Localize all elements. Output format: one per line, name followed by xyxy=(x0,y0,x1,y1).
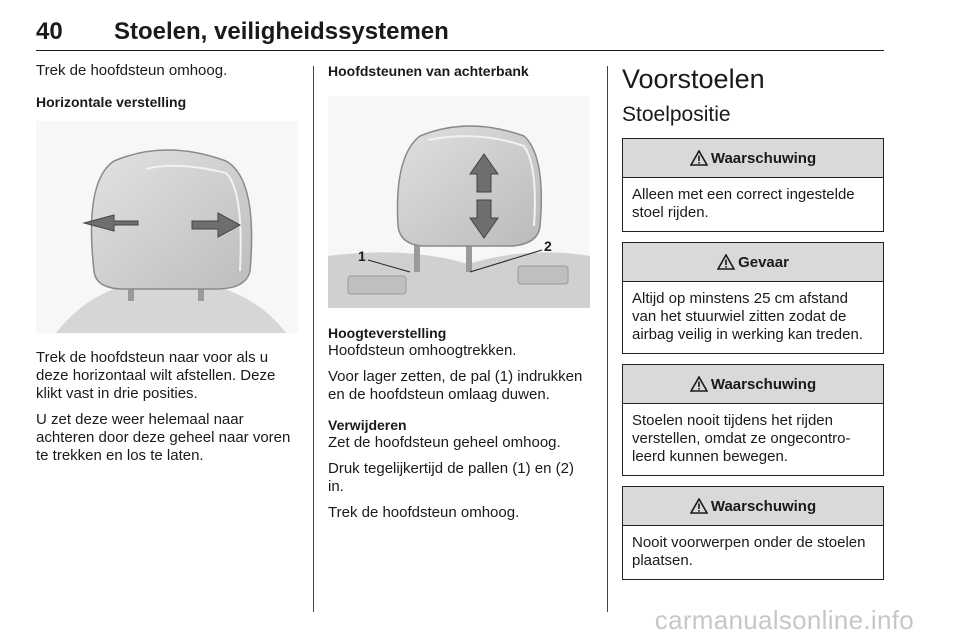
watermark: carmanualsonline.info xyxy=(654,605,914,635)
removal-text-1: Zet de hoofdsteun geheel omhoog. xyxy=(328,434,561,451)
column-horizontal-adjustment xyxy=(36,62,298,473)
danger-box-text: Altijd op minstens 25 cm afstand van het stuurwiel zitten zodat de airbag veilig in werking kan treden. xyxy=(632,290,863,343)
warning-box-text: Stoelen nooit tijdens het rijden verstellen, omdat ze ongecontroleerd kunnen bewegen. xyxy=(632,412,851,465)
callout-1: 1 xyxy=(358,248,366,264)
warning-box xyxy=(622,486,884,580)
warning-box-header xyxy=(623,487,883,526)
callout-2: 2 xyxy=(544,238,552,254)
warning-box xyxy=(622,138,884,232)
heading-removal: Verwijderen xyxy=(328,417,407,433)
warning-box xyxy=(622,364,884,476)
warning-triangle-icon xyxy=(690,498,708,514)
warning-box-header xyxy=(623,139,883,178)
warning-box-label: Waarschuwing xyxy=(710,149,817,167)
warning-box-label: Waarschuwing xyxy=(710,375,817,393)
height-adjust-text-1: Hoofdsteun omhoogtrekken. xyxy=(328,342,517,359)
page-header-title: Stoelen, veiligheidssystemen xyxy=(114,18,449,45)
warning-box-label: Waarschuwing xyxy=(710,497,817,515)
warning-triangle-icon xyxy=(690,150,708,166)
heading-horizontal-adjustment: Horizontale verstelling xyxy=(36,94,187,110)
heading-rear-headrests: Hoofdsteunen van achterbank xyxy=(328,63,529,79)
horizontal-adjust-text-1: Trek de hoofdsteun naar voor als u deze horizontaal wilt afstellen. Deze klikt vast in drie posities. xyxy=(36,349,276,402)
rear-headrest-illustration xyxy=(328,96,590,308)
danger-box-label: Gevaar xyxy=(738,253,789,271)
column-divider-2 xyxy=(607,66,608,612)
removal-text-3: Trek de hoofdsteun omhoog. xyxy=(328,504,520,521)
column-divider-1 xyxy=(313,66,314,612)
column-front-seats xyxy=(622,62,884,590)
warning-triangle-icon xyxy=(690,376,708,392)
warning-box-header xyxy=(623,365,883,404)
section-title-front-seats: Voorstoelen xyxy=(622,64,765,94)
warning-box-text: Alleen met een correct ingestelde stoel rijden. xyxy=(632,186,855,221)
headrest-horizontal-illustration xyxy=(36,121,298,333)
page-number: 40 xyxy=(36,18,63,45)
warning-box-text: Nooit voorwerpen onder de stoelen plaatsen. xyxy=(632,534,866,569)
heading-height-adjustment: Hoogteverstelling xyxy=(328,325,447,341)
height-adjust-text-2: Voor lager zetten, de pal (1) indrukken en de hoofdsteun omlaag duwen. xyxy=(328,368,583,403)
column-rear-headrests xyxy=(328,62,590,530)
subsection-title-seat-position: Stoelpositie xyxy=(622,103,731,126)
removal-text-2: Druk tegelijkertijd de pallen (1) en (2) in. xyxy=(328,460,574,495)
danger-box xyxy=(622,242,884,354)
danger-box-header xyxy=(623,243,883,282)
intro-text: Trek de hoofdsteun omhoog. xyxy=(36,62,228,79)
warning-triangle-icon xyxy=(717,254,735,270)
header-rule xyxy=(36,50,884,51)
horizontal-adjust-text-2: U zet deze weer helemaal naar achteren door deze geheel naar voren te trekken en los te laten. xyxy=(36,411,291,464)
